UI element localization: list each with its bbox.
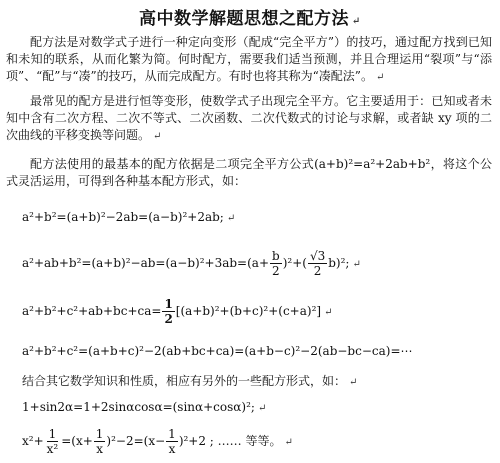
return-mark-icon: ↵: [352, 259, 361, 270]
paragraph-intro-text: 配方法是对数学式子进行一种定向变形（配成“完全平方”）的技巧，通过配方找到已知和未知的联系，从而化繁为简。何时配方，需要我们适当预测，并且合理运用“裂项”与“添项”、“配”与“凑”的技巧，从而完成配方。有时也将其称为“凑配法”。: [6, 35, 492, 83]
fraction-one-half: $\frac{1}{2}$: [164, 297, 173, 326]
return-mark-icon: ↵: [153, 131, 162, 142]
paragraph-usage-text: 最常见的配方是进行恒等变形，使数学式子出现完全平方。它主要适用于：已知或者未知中含有二次方程、二次不等式、二次函数、二次代数式的讨论与求解，或者缺 xy 项的二次曲线的平移变换等问题。: [6, 94, 492, 142]
formula-3-left: a²+b²+c²+ab+bc+ca=: [22, 304, 162, 318]
fraction-1-over-x2: $\frac{1}{\text{x²}}$: [46, 427, 59, 456]
paragraph-other-forms: [22, 372, 357, 389]
return-mark-icon: ↵: [352, 16, 361, 27]
formula-4-text: a²+b²+c²=(a+b+c)²−2(ab+bc+ca)=(a+b−c)²−2(ab−bc−ca)=⋯: [22, 344, 413, 358]
title-text: 高中数学解题思想之配方法: [139, 9, 350, 29]
formula-2: [22, 250, 361, 277]
return-mark-icon: ↵: [226, 213, 236, 224]
return-mark-icon: ↵: [349, 377, 358, 388]
paragraph-basis-text: 配方法使用的最基本的配方依据是二项完全平方公式(a+b)²=a²+2ab+b²，将这个公式灵活运用，可得到各种基本配方形式，如：: [6, 157, 492, 188]
formula-6-left: x²+: [22, 434, 44, 448]
formula-6-right: )²+2 ; …… 等等。: [178, 434, 282, 448]
paragraph-usage: [6, 93, 492, 145]
paragraph-intro: [6, 34, 492, 86]
return-mark-icon: ↵: [324, 307, 333, 318]
document-title: [0, 4, 500, 29]
fraction-1-over-x-a: $\frac{1}{x}$: [95, 427, 104, 456]
formula-5: [22, 400, 266, 414]
formula-3-right: [(a+b)²+(b+c)²+(c+a)²]: [175, 304, 322, 318]
formula-2-right: b)²;: [328, 256, 350, 270]
formula-3: [22, 298, 332, 325]
fraction-b-over-2: $\frac{b}{2}$: [272, 249, 280, 278]
formula-5-text: 1+sin2α=1+2sinαcosα=(sinα+cosα)²;: [22, 400, 255, 414]
formula-4: [22, 344, 413, 358]
formula-2-mid: )²+(: [282, 256, 307, 270]
formula-1: [22, 210, 235, 224]
formula-6-mid2: )²−2=(x−: [106, 434, 166, 448]
fraction-1-over-x-b: $\frac{1}{x}$: [168, 427, 176, 456]
paragraph-other-forms-text: 结合其它数学知识和性质，相应有另外的一些配方形式，如：: [22, 374, 347, 388]
formula-2-left: a²+ab+b²=(a+b)²−ab=(a−b)²+3ab=(a+: [22, 256, 270, 270]
return-mark-icon: ↵: [257, 403, 267, 414]
formula-6: [22, 428, 293, 455]
formula-1-text: a²+b²=(a+b)²−2ab=(a−b)²+2ab;: [22, 210, 224, 224]
fraction-root3-over-2: $\frac{√3}{2}$: [309, 249, 326, 278]
paragraph-basis: [6, 156, 492, 190]
formula-6-mid1: =(x+: [61, 434, 93, 448]
return-mark-icon: ↵: [375, 72, 385, 83]
return-mark-icon: ↵: [284, 437, 293, 448]
